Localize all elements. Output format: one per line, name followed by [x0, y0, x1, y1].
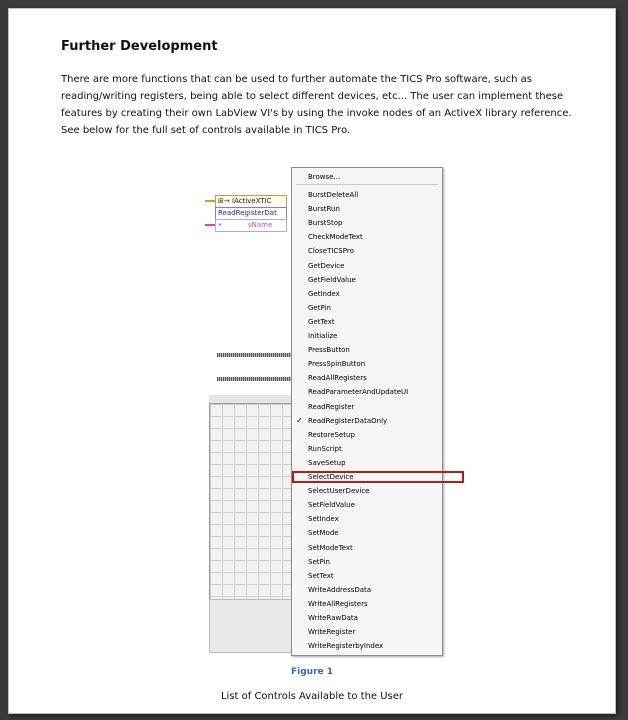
menu-item-setpin[interactable]: SetPin — [308, 557, 330, 566]
checkmark-icon: ✓ — [296, 415, 303, 425]
invoke-node-method[interactable]: ReadRegisterDat — [215, 207, 287, 220]
menu-item-selectdevice[interactable]: SelectDevice — [308, 473, 354, 481]
menu-item-readallregisters[interactable]: ReadAllRegisters — [308, 374, 367, 383]
menu-item-getfieldvalue[interactable]: GetFieldValue — [308, 275, 356, 284]
panel-toolbar — [209, 395, 295, 403]
invoke-node-param: • sName — [215, 219, 287, 232]
menu-separator — [296, 184, 438, 185]
menu-item-setindex[interactable]: SetIndex — [308, 515, 339, 524]
figure-caption: List of Controls Available to the User — [220, 691, 404, 702]
menu-item-gettext[interactable]: GetText — [308, 317, 335, 326]
menu-item-getindex[interactable]: GetIndex — [308, 289, 340, 298]
menu-item-burststop[interactable]: BurstStop — [308, 219, 343, 228]
cluster-bar — [217, 353, 293, 357]
menu-item-restoresetup[interactable]: RestoreSetup — [308, 430, 355, 439]
highlight-box-selectdevice — [292, 471, 464, 483]
invoke-node — [215, 195, 285, 243]
methods-menu — [291, 167, 443, 656]
menu-item-getpin[interactable]: GetPin — [308, 303, 331, 312]
menu-item-selectuserdevice[interactable]: SelectUserDevice — [308, 487, 370, 496]
menu-item-writeregisterbyindex[interactable]: WriteRegisterbyIndex — [308, 642, 384, 651]
figure-screenshot — [207, 159, 445, 659]
menu-item-savesetup[interactable]: SaveSetup — [308, 458, 346, 467]
menu-item-burstrun[interactable]: BurstRun — [308, 205, 340, 214]
menu-item-settext[interactable]: SetText — [308, 571, 334, 580]
menu-item-pressbutton[interactable]: PressButton — [308, 346, 350, 355]
menu-item-closeticspro[interactable]: CloseTICSPro — [308, 247, 354, 256]
terminal-icon: • — [218, 221, 223, 229]
menu-item-writerawdata[interactable]: WriteRawData — [308, 614, 358, 622]
reference-wire — [205, 200, 215, 202]
menu-item-runscript[interactable]: RunScript — [308, 444, 342, 453]
menu-item-writeregister[interactable]: WriteRegister — [308, 628, 356, 637]
menu-item-getdevice[interactable]: GetDevice — [308, 261, 345, 270]
menu-item-readregisterdataonly[interactable]: ReadRegisterDataOnly — [308, 416, 388, 425]
panel-area — [209, 599, 297, 653]
menu-item-checkmodetext[interactable]: CheckModeText — [308, 233, 363, 242]
string-wire — [205, 224, 215, 226]
document-page — [8, 8, 616, 714]
menu-item-setfieldvalue[interactable]: SetFieldValue — [308, 501, 355, 510]
invoke-node-reference: ⊞→ IActiveXTIC — [215, 195, 287, 208]
menu-item-readparameterandupdateui[interactable]: ReadParameterAndUpdateUI — [308, 388, 409, 397]
menu-item-setmodetext[interactable]: SetModeText — [308, 543, 353, 552]
menu-item-burstdeleteall[interactable]: BurstDeleteAll — [308, 191, 359, 199]
reference-icon: ⊞→ — [218, 197, 230, 205]
menu-item-pressspinbutton[interactable]: PressSpinButton — [308, 360, 366, 369]
figure-label: Figure 1 — [290, 667, 334, 677]
cluster-bar — [217, 377, 293, 381]
menu-item-initialize[interactable]: Initialize — [308, 332, 338, 340]
menu-item-writeaddressdata[interactable]: WriteAddressData — [308, 585, 372, 594]
menu-item-setmode[interactable]: SetMode — [308, 529, 339, 538]
section-heading: Further Development — [61, 39, 218, 54]
menu-item-writeallregisters[interactable]: WriteAllRegisters — [308, 599, 368, 608]
menu-item-readregister[interactable]: ReadRegister — [308, 402, 355, 411]
body-paragraph: There are more functions that can be used to further automate the TICS Pro software, such as reading/writing registers, being able to select different devices, etc... The user can implement these features by creating their own LabView VI's by using the invoke nodes of an ActiveX library reference. See below for the full set of controls available in TICS Pro. — [61, 74, 572, 136]
block-diagram-grid — [209, 403, 297, 600]
menu-item-browse[interactable]: Browse... — [308, 173, 341, 181]
